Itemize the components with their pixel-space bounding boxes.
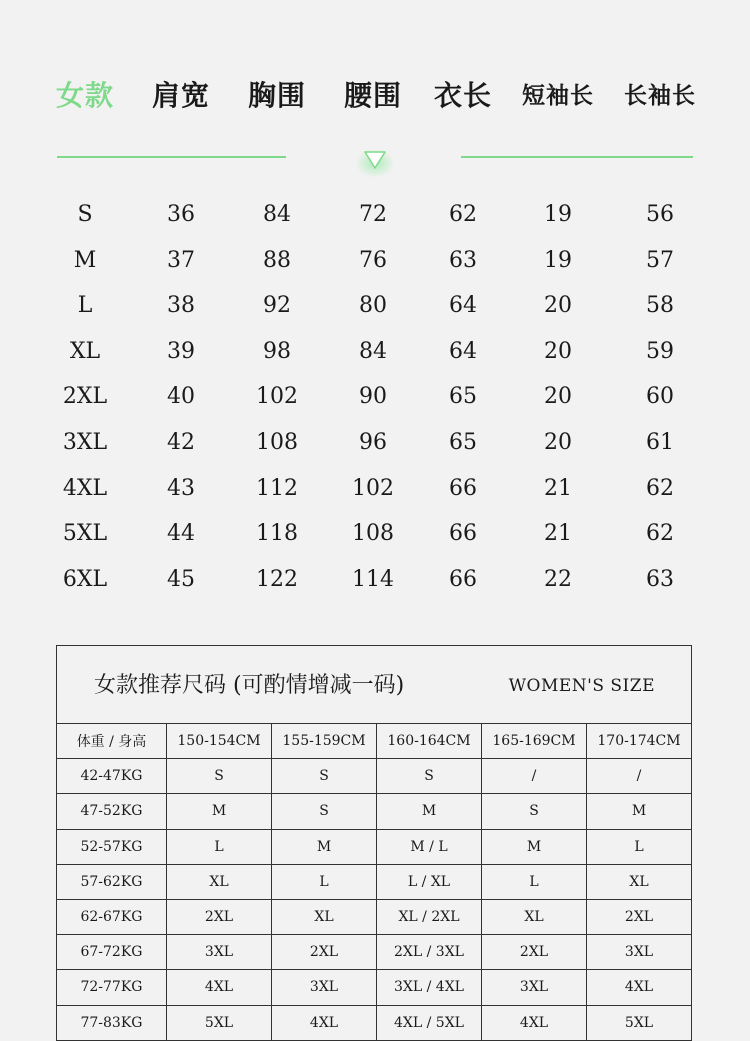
- header-women-style: 女款: [55, 79, 115, 112]
- size-label: L: [77, 293, 93, 319]
- size-cell: 165-169CM: [482, 724, 587, 759]
- size-value: 90: [359, 384, 387, 410]
- size-value: 112: [256, 475, 298, 501]
- size-row: [0, 511, 750, 557]
- chevron-down-icon: [363, 148, 387, 172]
- size-cell: 2XL: [272, 935, 377, 970]
- size-cell: 170-174CM: [587, 724, 692, 759]
- size-row: [0, 283, 750, 329]
- table-row: [57, 794, 692, 829]
- size-row: [0, 238, 750, 284]
- size-value: 39: [167, 338, 195, 364]
- size-cell: 150-154CM: [167, 724, 272, 759]
- row-label-cell: 67-72KG: [57, 935, 167, 970]
- size-value: 40: [167, 384, 195, 410]
- size-value: 63: [449, 247, 477, 273]
- size-value: 38: [167, 293, 195, 319]
- row-label-cell: 42-47KG: [57, 759, 167, 794]
- size-value: 19: [544, 202, 572, 227]
- size-value: 66: [449, 475, 477, 501]
- table-row: [57, 935, 692, 970]
- size-label: S: [77, 202, 93, 227]
- size-label: 3XL: [62, 429, 108, 455]
- size-value: 84: [359, 338, 387, 364]
- size-value: 108: [256, 429, 298, 455]
- size-cell: 4XL / 5XL: [377, 1005, 482, 1040]
- size-cell: XL: [587, 864, 692, 899]
- row-label-cell: 47-52KG: [57, 794, 167, 829]
- size-label: XL: [69, 338, 101, 364]
- size-cell: 3XL / 4XL: [377, 970, 482, 1005]
- size-value: 20: [544, 429, 572, 455]
- size-cell: 2XL: [167, 899, 272, 934]
- size-value: 108: [352, 521, 394, 547]
- size-value: 21: [544, 475, 572, 501]
- row-label-cell: 57-62KG: [57, 864, 167, 899]
- size-cell: S: [167, 759, 272, 794]
- size-value: 96: [359, 429, 387, 455]
- size-value: 102: [352, 475, 394, 501]
- size-row: [0, 192, 750, 238]
- size-cell: L: [167, 829, 272, 864]
- size-cell: S: [272, 759, 377, 794]
- size-value: 102: [256, 384, 298, 410]
- size-value: 84: [263, 202, 291, 227]
- divider-right: [461, 156, 693, 158]
- size-value: 65: [449, 429, 477, 455]
- size-label: M: [73, 247, 97, 273]
- size-cell: 4XL: [482, 1005, 587, 1040]
- header-shoulder-width: 肩宽: [151, 79, 211, 112]
- size-label: 5XL: [62, 521, 108, 547]
- header-waist: 腰围: [343, 79, 403, 112]
- size-value: 66: [449, 521, 477, 547]
- size-cell: S: [482, 794, 587, 829]
- size-chart-body: [0, 192, 750, 602]
- size-cell: M / L: [377, 829, 482, 864]
- size-value: 98: [263, 338, 291, 364]
- size-cell: S: [377, 759, 482, 794]
- row-label-cell: 77-83KG: [57, 1005, 167, 1040]
- size-value: 58: [646, 293, 674, 319]
- size-cell: M: [272, 829, 377, 864]
- size-cell: XL / 2XL: [377, 899, 482, 934]
- size-cell: 3XL: [482, 970, 587, 1005]
- recommendation-grid: [56, 723, 692, 1041]
- table-row: [57, 759, 692, 794]
- size-cell: S: [272, 794, 377, 829]
- size-value: 20: [544, 293, 572, 319]
- size-cell: XL: [482, 899, 587, 934]
- size-value: 61: [646, 429, 674, 455]
- size-cell: M: [377, 794, 482, 829]
- size-row: [0, 466, 750, 512]
- size-cell: XL: [272, 899, 377, 934]
- header-short-sleeve: 短袖长: [522, 82, 594, 109]
- size-value: 65: [449, 384, 477, 410]
- size-value: 42: [167, 429, 195, 455]
- size-label: 2XL: [62, 384, 108, 410]
- size-value: 122: [256, 566, 298, 592]
- size-cell: L: [272, 864, 377, 899]
- table-header-row: [57, 724, 692, 759]
- size-value: 63: [646, 566, 674, 592]
- table-row: [57, 1005, 692, 1040]
- size-cell: 3XL: [587, 935, 692, 970]
- size-cell: M: [587, 794, 692, 829]
- size-row: [0, 557, 750, 603]
- size-value: 19: [544, 247, 572, 273]
- recommendation-subtitle: WOMEN'S SIZE: [508, 676, 655, 696]
- size-cell: L / XL: [377, 864, 482, 899]
- row-label-cell: 体重 / 身高: [57, 724, 167, 759]
- header-long-sleeve: 长袖长: [624, 82, 696, 109]
- size-cell: 3XL: [272, 970, 377, 1005]
- size-value: 88: [263, 247, 291, 273]
- size-value: 37: [167, 247, 195, 273]
- row-label-cell: 52-57KG: [57, 829, 167, 864]
- row-label-cell: 62-67KG: [57, 899, 167, 934]
- size-label: 4XL: [62, 475, 108, 501]
- table-row: [57, 970, 692, 1005]
- size-chart-header: [0, 72, 750, 120]
- size-value: 36: [167, 202, 195, 227]
- header-chest: 胸围: [247, 79, 307, 112]
- divider-left: [57, 156, 286, 158]
- table-row: [57, 899, 692, 934]
- size-cell: 5XL: [167, 1005, 272, 1040]
- header-length: 衣长: [433, 79, 493, 112]
- size-cell: 4XL: [587, 970, 692, 1005]
- size-cell: /: [587, 759, 692, 794]
- size-cell: 2XL: [482, 935, 587, 970]
- table-row: [57, 829, 692, 864]
- size-value: 66: [449, 566, 477, 592]
- size-value: 64: [449, 293, 477, 319]
- size-value: 45: [167, 566, 195, 592]
- size-value: 64: [449, 338, 477, 364]
- size-value: 60: [646, 384, 674, 410]
- size-value: 114: [352, 566, 394, 592]
- table-row: [57, 864, 692, 899]
- size-value: 22: [544, 566, 572, 592]
- size-value: 72: [359, 202, 387, 227]
- size-cell: L: [482, 864, 587, 899]
- recommendation-title: 女款推荐尺码 (可酌情增减一码): [94, 673, 405, 698]
- size-cell: 2XL: [587, 899, 692, 934]
- size-cell: M: [167, 794, 272, 829]
- size-value: 118: [256, 521, 298, 547]
- size-label: 6XL: [62, 566, 108, 592]
- size-value: 21: [544, 521, 572, 547]
- size-cell: /: [482, 759, 587, 794]
- recommendation-table: [56, 645, 692, 1040]
- size-cell: 2XL / 3XL: [377, 935, 482, 970]
- size-cell: L: [587, 829, 692, 864]
- size-cell: 4XL: [167, 970, 272, 1005]
- size-value: 62: [646, 521, 674, 547]
- size-value: 43: [167, 475, 195, 501]
- size-value: 80: [359, 293, 387, 319]
- size-value: 76: [359, 247, 387, 273]
- size-value: 57: [646, 247, 674, 273]
- size-value: 56: [646, 202, 674, 227]
- size-value: 44: [167, 521, 195, 547]
- size-value: 20: [544, 384, 572, 410]
- size-cell: XL: [167, 864, 272, 899]
- size-row: [0, 420, 750, 466]
- size-cell: M: [482, 829, 587, 864]
- row-label-cell: 72-77KG: [57, 970, 167, 1005]
- size-row: [0, 374, 750, 420]
- size-value: 62: [449, 202, 477, 227]
- size-value: 92: [263, 293, 291, 319]
- size-cell: 160-164CM: [377, 724, 482, 759]
- size-cell: 5XL: [587, 1005, 692, 1040]
- size-value: 59: [646, 338, 674, 364]
- size-value: 20: [544, 338, 572, 364]
- size-cell: 155-159CM: [272, 724, 377, 759]
- size-row: [0, 329, 750, 375]
- size-value: 62: [646, 475, 674, 501]
- size-cell: 3XL: [167, 935, 272, 970]
- size-cell: 4XL: [272, 1005, 377, 1040]
